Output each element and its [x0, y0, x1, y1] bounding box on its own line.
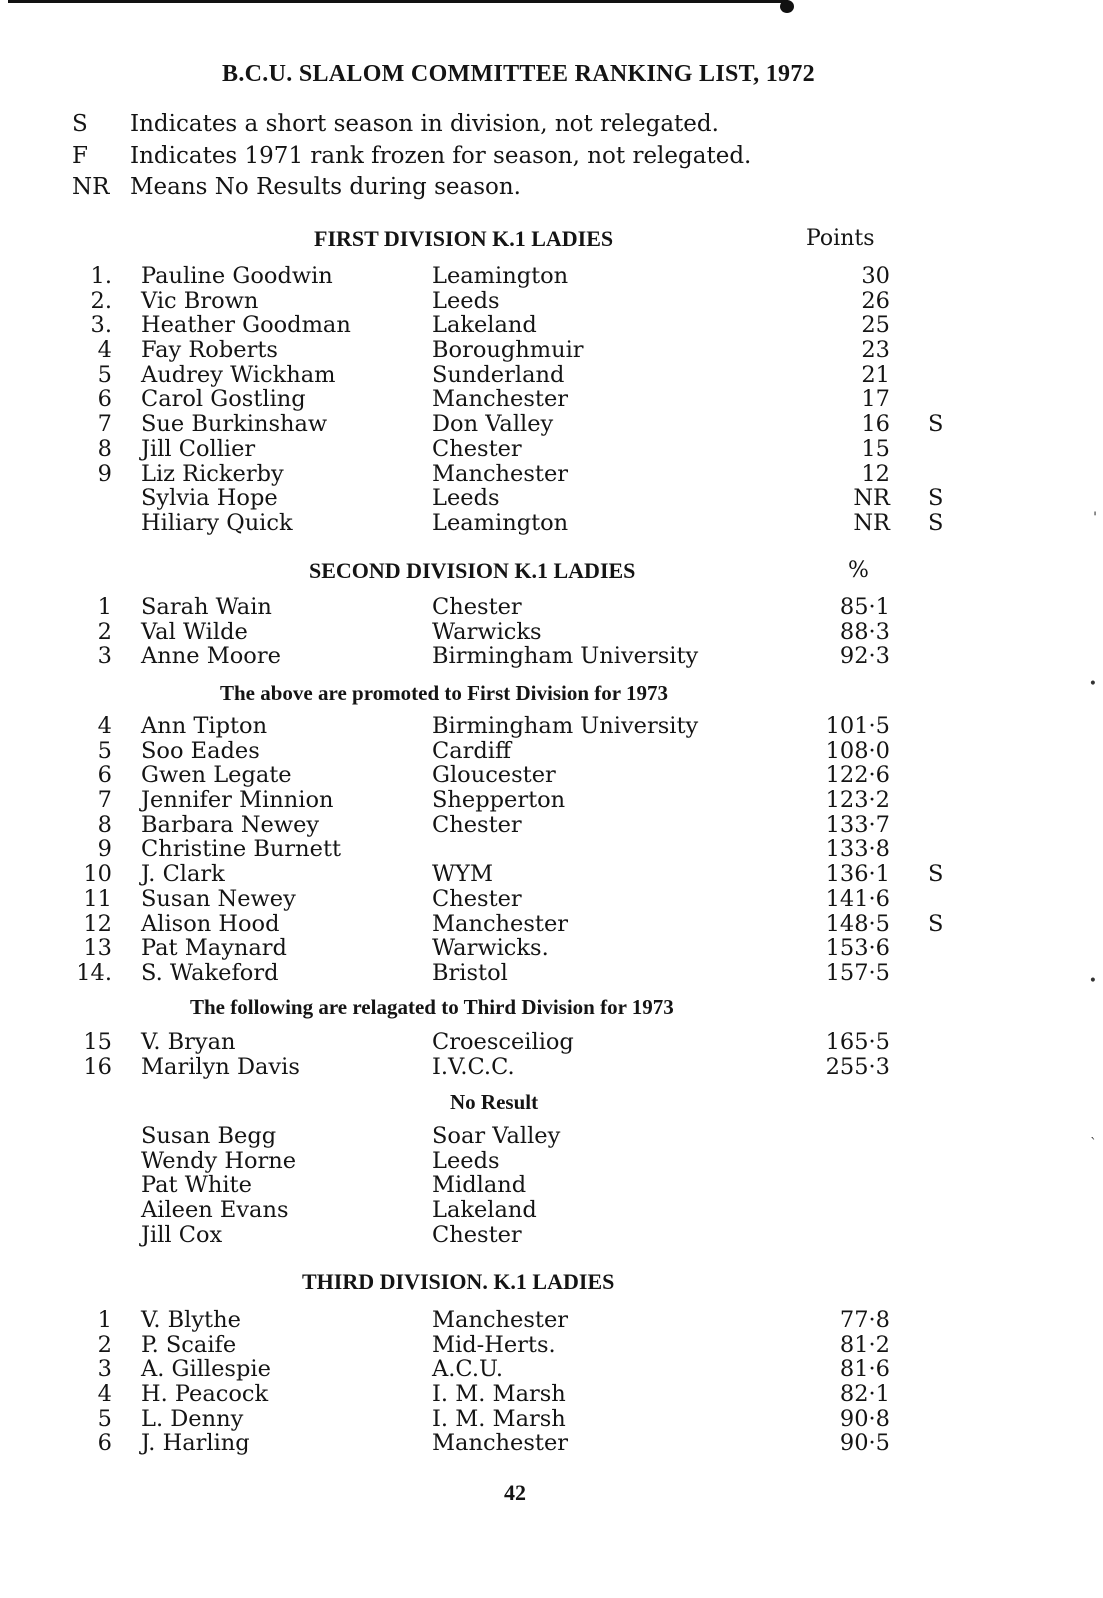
name-cell: Susan Begg [141, 1123, 277, 1149]
name-cell: V. Blythe [141, 1307, 241, 1333]
value-cell: 12 [861, 460, 890, 487]
club-cell: Sunderland [432, 361, 565, 388]
table-row [0, 887, 1103, 912]
name-cell: J. Harling [141, 1430, 250, 1457]
club-cell: Midland [432, 1172, 527, 1199]
rank-cell: 5 [97, 737, 112, 764]
name-cell: Heather Goodman [141, 312, 351, 339]
rank-cell: 11 [83, 885, 112, 912]
rank-cell: 6 [97, 1430, 112, 1457]
table-row [0, 338, 1103, 363]
table-row [0, 486, 1103, 511]
value-cell: 77·8 [839, 1307, 890, 1333]
table-row [0, 1198, 1103, 1223]
value-cell: 165·5 [825, 1029, 890, 1055]
table-row [0, 289, 1103, 314]
club-cell: I. M. Marsh [432, 1381, 566, 1408]
rank-cell: 1 [97, 594, 112, 620]
rank-cell: 15 [83, 1029, 112, 1055]
rank-cell: 4 [97, 337, 112, 364]
rank-cell: 5 [97, 361, 112, 388]
value-cell: 108·0 [825, 737, 890, 764]
table-row [0, 813, 1103, 838]
table-row [0, 1431, 1103, 1456]
rank-cell: 8 [97, 811, 112, 838]
rank-cell: 9 [97, 836, 112, 863]
value-cell: 88·3 [839, 618, 890, 645]
legend-line [72, 141, 972, 173]
club-cell: Leamington [432, 509, 569, 536]
table-row [0, 620, 1103, 645]
name-cell: Fay Roberts [141, 337, 278, 364]
name-cell: Jill Collier [141, 435, 256, 462]
table-row [0, 1030, 1103, 1055]
rank-cell: 1 [97, 1307, 112, 1333]
value-cell: 81·2 [839, 1331, 890, 1358]
legend [72, 109, 972, 204]
margin-mark: • [1088, 676, 1097, 692]
margin-mark: • [1088, 973, 1097, 989]
value-cell: 133·8 [825, 836, 890, 863]
name-cell: P. Scaife [141, 1331, 237, 1358]
top-edge-dot [780, 0, 794, 13]
club-cell: Lakeland [432, 312, 537, 339]
promoted-note: The above are promoted to First Division for 1973 [220, 681, 668, 705]
table-row [0, 961, 1103, 986]
table-row [0, 1333, 1103, 1358]
table-row [0, 862, 1103, 887]
rank-cell: 14. [76, 959, 112, 986]
value-cell: 92·3 [839, 643, 890, 670]
table-row [0, 412, 1103, 437]
rank-cell: 16 [83, 1053, 112, 1080]
name-cell: Pat White [141, 1172, 252, 1199]
name-cell: V. Bryan [141, 1029, 236, 1055]
rank-cell: 6 [97, 762, 112, 789]
club-cell: Soar Valley [432, 1123, 561, 1149]
margin-mark: ` [1090, 1136, 1097, 1152]
name-cell: Alison Hood [141, 910, 280, 937]
value-cell: 16 [861, 411, 890, 438]
table-row [0, 837, 1103, 862]
rank-cell: 9 [97, 460, 112, 487]
table-row [0, 462, 1103, 487]
table-row [0, 511, 1103, 536]
club-cell: Leeds [432, 485, 500, 512]
legend-line [72, 109, 972, 141]
second-division-relegated-table [0, 1030, 1103, 1079]
flag-cell: S [928, 485, 944, 512]
table-row [0, 912, 1103, 937]
club-cell: Birmingham University [432, 643, 699, 670]
club-cell: I.V.C.C. [432, 1053, 515, 1080]
table-row [0, 1357, 1103, 1382]
page-number: 42 [504, 1480, 526, 1505]
legend-text: Indicates 1971 rank frozen for season, not relegated. [130, 142, 752, 169]
club-cell: A.C.U. [432, 1356, 504, 1383]
table-row [0, 1055, 1103, 1080]
name-cell: Anne Moore [141, 643, 281, 670]
table-row [0, 739, 1103, 764]
rank-cell: 8 [97, 435, 112, 462]
club-cell: WYM [432, 861, 494, 888]
third-division-table [0, 1308, 1103, 1456]
legend-code: S [72, 111, 88, 137]
rank-cell: 4 [97, 713, 112, 739]
name-cell: Barbara Newey [141, 811, 320, 838]
no-result-heading: No Result [450, 1090, 539, 1114]
club-cell: Warwicks [432, 618, 542, 645]
table-row [0, 1382, 1103, 1407]
value-cell: 157·5 [825, 959, 890, 986]
percent-column-label: % [848, 558, 869, 583]
flag-cell: S [928, 910, 944, 937]
legend-line [72, 172, 972, 204]
name-cell: Jill Cox [141, 1221, 223, 1248]
points-column-label: Points [806, 226, 875, 251]
table-row [0, 714, 1103, 739]
no-result-table [0, 1124, 1103, 1247]
club-cell: Manchester [432, 1430, 569, 1457]
name-cell: A. Gillespie [141, 1356, 271, 1383]
table-row [0, 363, 1103, 388]
value-cell: 122·6 [825, 762, 890, 789]
rank-cell: 2 [97, 618, 112, 645]
name-cell: L. Denny [141, 1405, 244, 1432]
rank-cell: 7 [97, 411, 112, 438]
rank-cell: 3 [97, 1356, 112, 1383]
name-cell: Carol Gostling [141, 386, 306, 413]
club-cell: Chester [432, 811, 522, 838]
value-cell: 82·1 [839, 1381, 890, 1408]
second-division-heading: SECOND DIVISION K.1 LADIES [309, 558, 636, 583]
name-cell: J. Clark [141, 861, 225, 888]
club-cell: Chester [432, 885, 522, 912]
table-row [0, 763, 1103, 788]
table-row [0, 1308, 1103, 1333]
club-cell: I. M. Marsh [432, 1405, 566, 1432]
relegated-note: The following are relagated to Third Division for 1973 [190, 995, 674, 1019]
value-cell: 153·6 [825, 935, 890, 962]
name-cell: Sarah Wain [141, 594, 272, 620]
value-cell: 21 [861, 361, 890, 388]
club-cell: Manchester [432, 910, 569, 937]
second-division-middle-table [0, 714, 1103, 986]
flag-cell: S [928, 861, 944, 888]
rank-cell: 6 [97, 386, 112, 413]
table-row [0, 387, 1103, 412]
table-row [0, 1149, 1103, 1174]
rank-cell: 2 [97, 1331, 112, 1358]
value-cell: 90·5 [839, 1430, 890, 1457]
value-cell: 123·2 [825, 787, 890, 814]
table-row [0, 1407, 1103, 1432]
name-cell: Ann Tipton [141, 713, 268, 739]
club-cell: Gloucester [432, 762, 556, 789]
table-row [0, 1124, 1103, 1149]
value-cell: 26 [861, 287, 890, 314]
club-cell: Don Valley [432, 411, 554, 438]
third-division-heading: THIRD DIVISION. K.1 LADIES [302, 1269, 615, 1294]
rank-cell: 12 [83, 910, 112, 937]
table-row [0, 788, 1103, 813]
club-cell: Chester [432, 1221, 522, 1248]
value-cell: 136·1 [825, 861, 890, 888]
table-row [0, 1173, 1103, 1198]
value-cell: 17 [861, 386, 890, 413]
name-cell: Aileen Evans [141, 1197, 289, 1224]
value-cell: 141·6 [825, 885, 890, 912]
value-cell: 133·7 [825, 811, 890, 838]
legend-text: Indicates a short season in division, not relegated. [130, 111, 719, 137]
name-cell: Pat Maynard [141, 935, 287, 962]
value-cell: NR [853, 509, 890, 536]
name-cell: Jennifer Minnion [141, 787, 334, 814]
name-cell: Hiliary Quick [141, 509, 293, 536]
club-cell: Boroughmuir [432, 337, 584, 364]
value-cell: 25 [861, 312, 890, 339]
name-cell: Christine Burnett [141, 836, 342, 863]
legend-code: F [72, 142, 88, 169]
rank-cell: 3 [97, 643, 112, 670]
club-cell: Croesceiliog [432, 1029, 574, 1055]
club-cell: Leeds [432, 287, 500, 314]
rank-cell: 5 [97, 1405, 112, 1432]
first-division-table [0, 264, 1103, 536]
flag-cell: S [928, 509, 944, 536]
table-row [0, 595, 1103, 620]
club-cell: Leeds [432, 1147, 500, 1174]
club-cell: Chester [432, 435, 522, 462]
legend-text: Means No Results during season. [130, 174, 521, 200]
value-cell: 81·6 [839, 1356, 890, 1383]
name-cell: Audrey Wickham [141, 361, 336, 388]
name-cell: Gwen Legate [141, 762, 292, 789]
club-cell: Manchester [432, 386, 569, 413]
name-cell: Vic Brown [141, 287, 259, 314]
table-row [0, 644, 1103, 669]
first-division-heading: FIRST DIVISION K.1 LADIES [314, 226, 614, 251]
value-cell: 255·3 [825, 1053, 890, 1080]
name-cell: Liz Rickerby [141, 460, 284, 487]
club-cell: Warwicks. [432, 935, 549, 962]
table-row [0, 437, 1103, 462]
club-cell: Manchester [432, 460, 569, 487]
flag-cell: S [928, 411, 944, 438]
name-cell: Wendy Horne [141, 1147, 297, 1174]
club-cell: Shepperton [432, 787, 566, 814]
name-cell: Sylvia Hope [141, 485, 278, 512]
rank-cell: 1. [90, 263, 112, 289]
club-cell: Mid-Herts. [432, 1331, 556, 1358]
rank-cell: 4 [97, 1381, 112, 1408]
value-cell: 148·5 [825, 910, 890, 937]
table-row [0, 313, 1103, 338]
rank-cell: 2. [90, 287, 112, 314]
name-cell: Pauline Goodwin [141, 263, 333, 289]
name-cell: S. Wakeford [141, 959, 279, 986]
name-cell: Marilyn Davis [141, 1053, 300, 1080]
name-cell: Val Wilde [141, 618, 248, 645]
club-cell: Birmingham University [432, 713, 699, 739]
value-cell: 101·5 [825, 713, 890, 739]
club-cell: Bristol [432, 959, 508, 986]
value-cell: 85·1 [839, 594, 890, 620]
rank-cell: 3. [90, 312, 112, 339]
club-cell: Chester [432, 594, 522, 620]
rank-cell: 7 [97, 787, 112, 814]
legend-code: NR [72, 174, 110, 200]
name-cell: Soo Eades [141, 737, 260, 764]
value-cell: 23 [861, 337, 890, 364]
top-edge-rule [8, 0, 788, 3]
club-cell: Cardiff [432, 737, 511, 764]
club-cell: Lakeland [432, 1197, 537, 1224]
name-cell: Susan Newey [141, 885, 296, 912]
value-cell: 30 [861, 263, 890, 289]
second-division-promoted-table [0, 595, 1103, 669]
club-cell: Leamington [432, 263, 569, 289]
table-row [0, 936, 1103, 961]
name-cell: Sue Burkinshaw [141, 411, 328, 438]
table-row [0, 264, 1103, 289]
page-title: B.C.U. SLALOM COMMITTEE RANKING LIST, 1972 [222, 61, 815, 87]
value-cell: NR [853, 485, 890, 512]
table-row [0, 1223, 1103, 1248]
value-cell: 90·8 [839, 1405, 890, 1432]
rank-cell: 10 [83, 861, 112, 888]
margin-mark: ' [1093, 510, 1097, 526]
rank-cell: 13 [83, 935, 112, 962]
club-cell: Manchester [432, 1307, 569, 1333]
value-cell: 15 [861, 435, 890, 462]
name-cell: H. Peacock [141, 1381, 269, 1408]
